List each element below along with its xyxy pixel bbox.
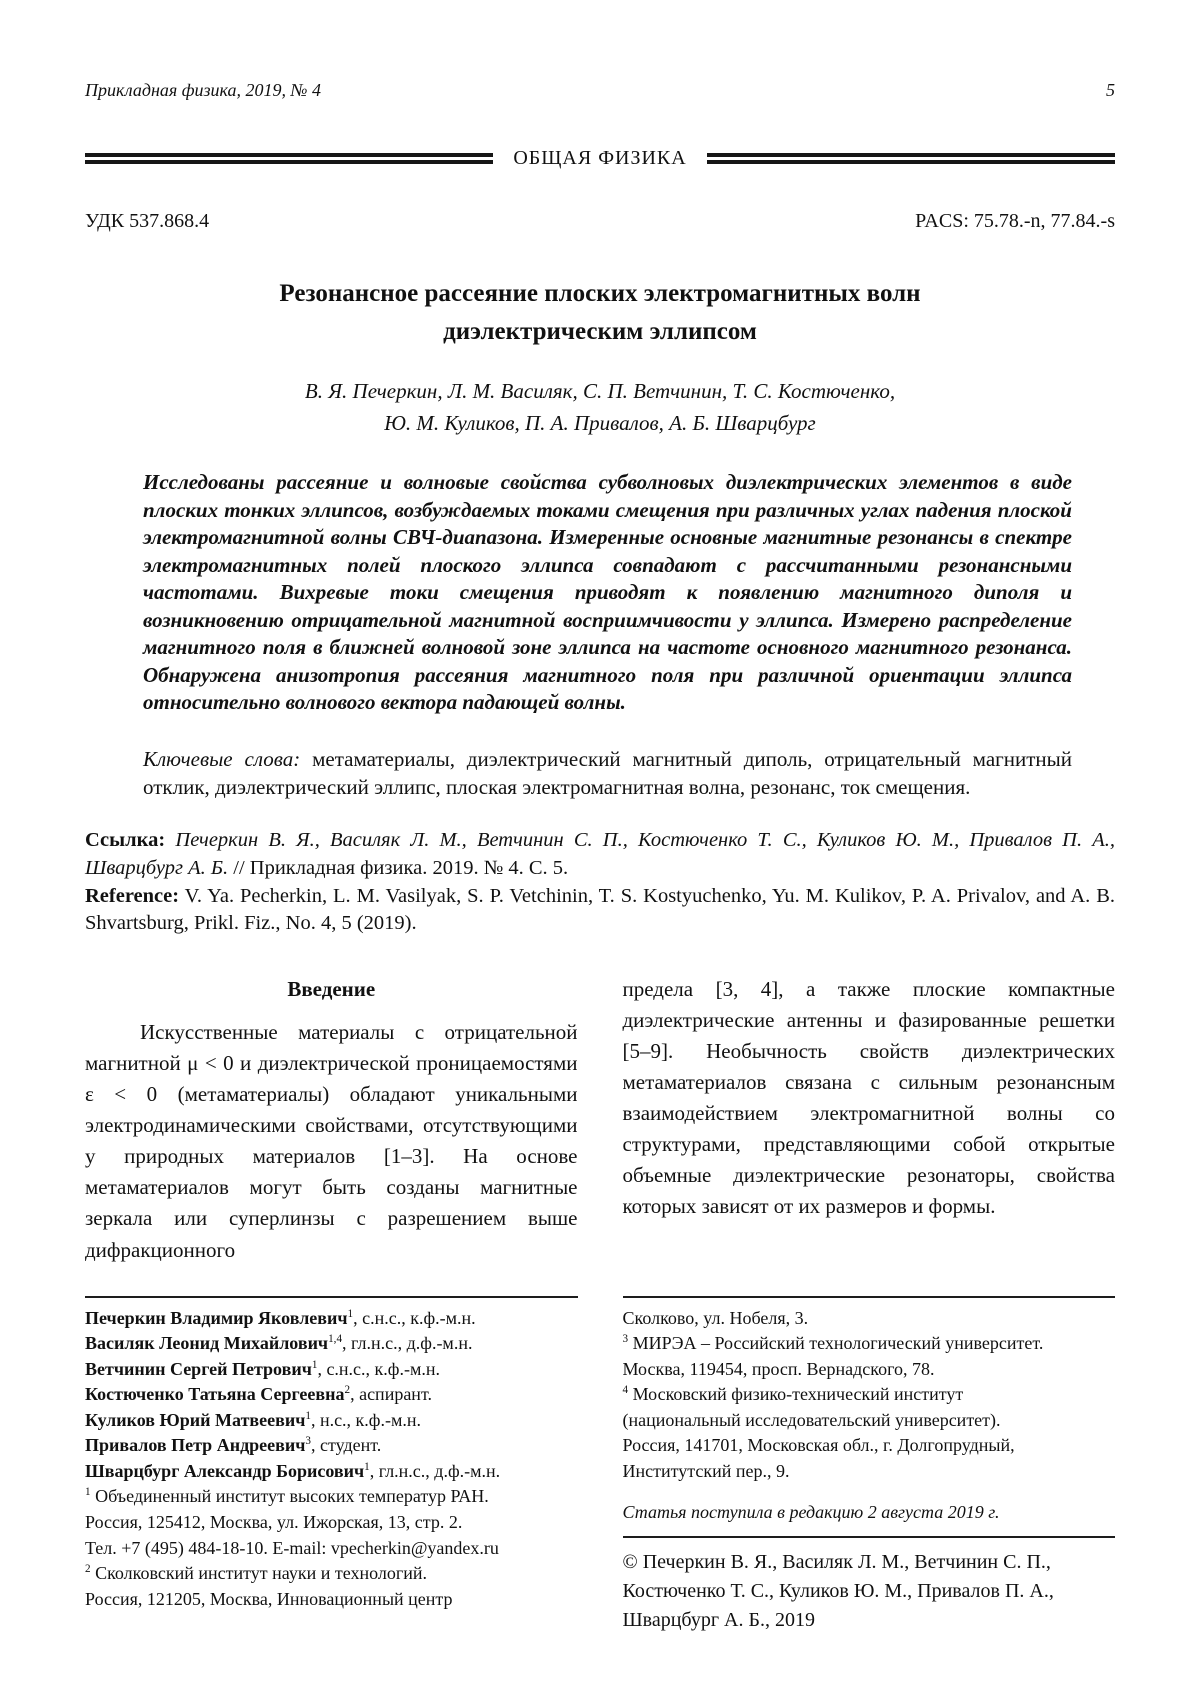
affiliation-line: (национальный исследовательский университет).: [622, 1409, 1001, 1430]
citation-en-label: Reference:: [85, 884, 180, 907]
citation-english: [85, 883, 1115, 938]
pacs-code: PACS: 75.78.-n, 77.84.-s: [915, 210, 1115, 232]
page-number: 5: [1106, 80, 1115, 100]
article-title-line1: Резонансное рассеяние плоских электромагнитных волн: [279, 280, 921, 307]
citation-ru-source: // Прикладная физика. 2019. № 4. С. 5.: [228, 856, 569, 879]
abstract: Исследованы рассеяние и волновые свойства субволновых диэлектрических элементов в виде плоских тонких эллипсов, возбуждаемых токами смещения при различных углах падения плоской электромагнитной волны СВЧ-диапазона. Измеренные основные магнитные резонансы в спектре электромагнитных полей плоского эллипса совпадают с рассчитанными резонансными частотами. Вихревые токи смещения приводят к появлению магнитного диполя и возникновению отрицательной магнитной восприимчивости у эллипса. Измерено распределение магнитного поля в ближней волновой зоне эллипса на частоте основного магнитного резонанса. Обнаружена анизотропия рассеяния магнитного поля при различной ориентации эллипса относительно волнового вектора падающей волны.: [143, 470, 1072, 714]
banner-rule-right: [707, 153, 1115, 164]
right-column: [623, 974, 1116, 1266]
introduction-paragraph-right: предела [3, 4], а также плоские компактные диэлектрические антенны и фазированные решетки [5–9]. Необычность свойств диэлектрических метаматериалов связана с сильным резонансным взаимодействием электромагнитной волны со структурами, представляющими собой открытые объемные диэлектрические резонаторы, свойства которых зависят от их размеров и формы.: [622, 976, 1115, 1219]
author-footnote-line: Печеркин Владимир Яковлевич$^1$, с.н.с., к.ф.-м.н.: [85, 1307, 476, 1328]
affiliation-line: Институтский пер., 9.: [622, 1460, 790, 1481]
citation-ru-authors: Печеркин В. Я., Василяк Л. М., Ветчинин С. П., Костюченко Т. С., Куликов Ю. М., Привалов П. А., Шварцбург А. Б.: [85, 829, 1116, 879]
author-footnote-line: Ветчинин Сергей Петрович$^1$, с.н.с., к.ф.-м.н.: [85, 1358, 440, 1379]
introduction-heading: Введение: [287, 976, 376, 1001]
keywords-text: метаматериалы, диэлектрический магнитный диполь, отрицательный магнитный отклик, диэлектрический эллипс, плоская электромагнитная волна, резонанс, ток смещения.: [143, 746, 1073, 799]
citation-en-text: V. Ya. Pecherkin, L. M. Vasilyak, S. P. Vetchinin, T. S. Kostyuchenko, Yu. M. Kulikov, P. A. Privalov, and A. B. Shvartsburg, Prikl. Fiz., No. 4, 5 (2019).: [85, 884, 1115, 935]
citation-block: [85, 827, 1115, 938]
received-date-line: Статья поступила в редакцию 2 августа 2019 г.: [622, 1502, 1000, 1523]
article-title-line2: диэлектрическим эллипсом: [443, 317, 757, 345]
citation-russian: [85, 827, 1115, 882]
running-head: [85, 80, 1115, 101]
author-list-line2: Ю. М. Куликов, П. А. Привалов, А. Б. Шварцбург: [384, 410, 816, 435]
udk-code: УДК 537.868.4: [85, 210, 210, 232]
footnote-left-block: [85, 1296, 578, 1635]
author-footnote-line: Костюченко Татьяна Сергеевна$^2$, аспирант.: [85, 1384, 432, 1405]
affiliation-line: Сколково, ул. Нобеля, 3.: [622, 1307, 809, 1328]
journal-name: Прикладная физика, 2019, № 4: [85, 80, 321, 100]
introduction-section: [85, 974, 1115, 1266]
author-footnote-line: Шварцбург Александр Борисович$^1$, гл.н.с., д.ф.-м.н.: [85, 1460, 501, 1481]
section-banner: [85, 147, 1115, 170]
affiliation-line: $^2$ Сколковский институт науки и технологий.: [85, 1563, 427, 1584]
author-list: [85, 376, 1115, 439]
author-footnote-line: Василяк Леонид Михайлович$^{1,4}$, гл.н.с., д.ф.-м.н.: [85, 1333, 473, 1354]
copyright-line: © Печеркин В. Я., Василяк Л. М., Ветчинин С. П., Костюченко Т. С., Куликов Ю. М., Привалов П. А., Шварцбург А. Б., 2019: [622, 1550, 1054, 1631]
affiliation-line: $^3$ МИРЭА – Российский технологический университет.: [622, 1333, 1044, 1354]
affiliation-line: $^1$ Объединенный институт высоких температур РАН.: [85, 1486, 489, 1507]
footnote-right-block: [623, 1296, 1116, 1635]
affiliation-line: Россия, 125412, Москва, ул. Ижорская, 13, стр. 2.: [85, 1511, 463, 1532]
keywords-label: Ключевые слова:: [143, 746, 301, 771]
keywords: [143, 745, 1072, 802]
affiliation-footnotes: [85, 1484, 578, 1612]
introduction-paragraph-left: Искусственные материалы с отрицательной магнитной μ < 0 и диэлектрической проницаемостями ε < 0 (метаматериалы) обладают уникальными электродинамическими свойствами, отсутствующими у природных материалов [1–3]. На основе метаматериалов могут быть созданы магнитные зеркала или суперлинзы с разрешением выше дифракционного: [85, 1019, 578, 1262]
citation-ru-label: Ссылка:: [85, 829, 166, 852]
footnotes-section: [85, 1296, 1115, 1635]
author-footnote-line: Куликов Юрий Матвеевич$^1$, н.с., к.ф.-м.н.: [85, 1409, 421, 1430]
author-list-line1: В. Я. Печеркин, Л. М. Василяк, С. П. Ветчинин, Т. С. Костюченко,: [304, 379, 896, 403]
affiliation-footnotes-continued: [623, 1306, 1116, 1485]
article-title: [85, 275, 1115, 350]
banner-rule-left: [85, 153, 493, 164]
affiliation-line: Москва, 119454, просп. Вернадского, 78.: [622, 1358, 935, 1379]
copyright-divider: [623, 1536, 1116, 1538]
classification-codes: [85, 210, 1115, 233]
affiliation-line: Тел. +7 (495) 484-18-10. E-mail: vpecherkin@yandex.ru: [85, 1537, 499, 1558]
affiliation-line: $^4$ Московский физико-технический институт: [622, 1384, 964, 1405]
author-footnotes: [85, 1306, 578, 1485]
affiliation-line: Россия, 141701, Московская обл., г. Долгопрудный,: [622, 1435, 1015, 1456]
author-footnote-line: Привалов Петр Андреевич$^3$, студент.: [85, 1435, 382, 1456]
left-column: [85, 974, 578, 1266]
section-title: ОБЩАЯ ФИЗИКА: [513, 147, 687, 169]
affiliation-line: Россия, 121205, Москва, Инновационный центр: [85, 1588, 453, 1609]
